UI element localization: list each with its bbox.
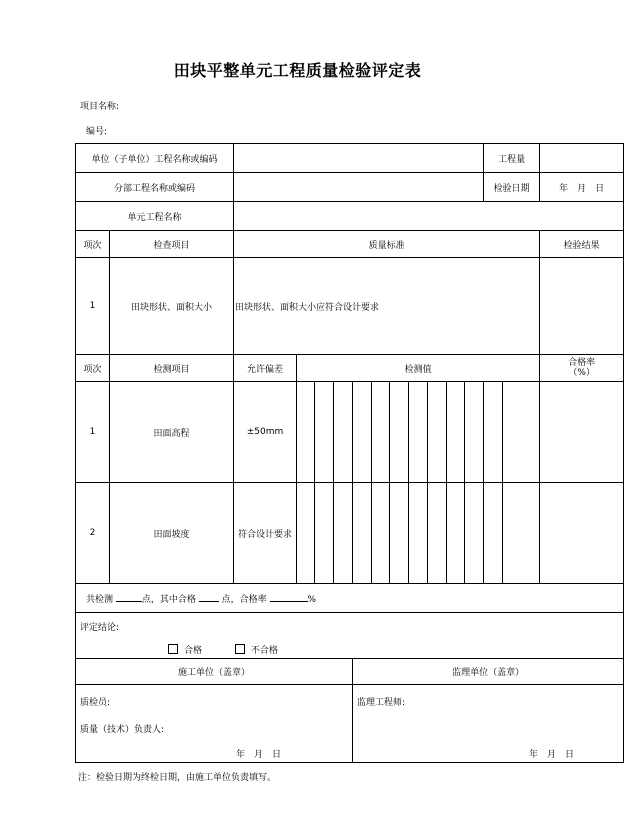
measure-value-cell[interactable] — [409, 483, 428, 584]
inspector-label: 质检员: — [80, 698, 111, 708]
unit-project-label: 单元工程名称 — [76, 202, 234, 231]
unit-name-label: 单位（子单位）工程名称或编码 — [76, 144, 234, 173]
check-row-result[interactable] — [540, 258, 624, 355]
measure-value-cell[interactable] — [353, 382, 372, 483]
check-header-result: 检验结果 — [540, 231, 624, 258]
construction-unit-label: 施工单位（盖章） — [76, 659, 353, 685]
unit-project-value[interactable] — [234, 202, 624, 231]
fail-checkbox[interactable] — [235, 644, 245, 654]
check-row — [76, 258, 624, 355]
summary-text-4: % — [307, 594, 317, 605]
measure-value-cell[interactable] — [372, 483, 390, 584]
summary-text-2: 点，其中合格 — [141, 594, 196, 605]
measure-value-cell[interactable] — [334, 483, 353, 584]
project-name-label: 项目名称: — [80, 102, 120, 112]
measure-value-cell[interactable] — [315, 483, 334, 584]
measure-row-item: 田面高程 — [110, 382, 234, 483]
measure-value-cell[interactable] — [503, 483, 540, 584]
check-row-index: 1 — [76, 258, 110, 355]
measure-row-index: 1 — [76, 382, 110, 483]
inspection-date-value[interactable]: 年 月 日 — [540, 173, 624, 202]
measure-value-cell[interactable] — [390, 483, 409, 584]
measure-value-cell[interactable] — [484, 483, 503, 584]
measure-header-index: 项次 — [76, 355, 110, 382]
pass-option-label: 合格 — [184, 646, 203, 656]
supervision-sign-date: 年 月 日 — [529, 750, 575, 760]
inspection-form-table — [75, 143, 624, 763]
check-row-item: 田块形状、面积大小 — [110, 258, 234, 355]
measure-value-cell[interactable] — [484, 382, 503, 483]
page-title: 田块平整单元工程质量检验评定表 — [173, 61, 422, 80]
supervision-sign-cell — [353, 685, 624, 763]
subunit-name-value[interactable] — [234, 173, 484, 202]
quality-lead-label: 质量（技术）负责人: — [80, 725, 165, 735]
measure-header-item: 检测项目 — [110, 355, 234, 382]
quantity-label: 工程量 — [484, 144, 540, 173]
quantity-value[interactable] — [540, 144, 624, 173]
measure-row — [76, 382, 624, 483]
measure-value-cell[interactable] — [428, 382, 447, 483]
measure-value-cell[interactable] — [297, 483, 315, 584]
construction-sign-date: 年 月 日 — [236, 750, 282, 760]
measure-row-item: 田面坡度 — [110, 483, 234, 584]
total-points-blank[interactable] — [116, 592, 142, 602]
measure-value-cell[interactable] — [297, 382, 315, 483]
measure-row — [76, 483, 624, 584]
measure-row-index: 2 — [76, 483, 110, 584]
measure-header-values: 检测值 — [297, 355, 540, 382]
conclusion-label: 评定结论: — [80, 623, 120, 633]
measure-header-tolerance: 允许偏差 — [234, 355, 297, 382]
pass-rate-blank[interactable] — [270, 592, 308, 602]
measure-value-cell[interactable] — [503, 382, 540, 483]
conclusion-cell — [76, 613, 624, 659]
supervision-unit-label: 监理单位（盖章） — [353, 659, 624, 685]
check-header-index: 项次 — [76, 231, 110, 258]
summary-row — [76, 584, 624, 613]
pass-rate-unit: （%） — [568, 368, 595, 378]
measure-value-cell[interactable] — [465, 382, 484, 483]
check-header-item: 检查项目 — [110, 231, 234, 258]
summary-text-1: 共检测 — [86, 594, 114, 605]
supervisor-label: 监理工程师: — [357, 698, 406, 708]
measure-value-cell[interactable] — [334, 382, 353, 483]
subunit-name-label: 分部工程名称或编码 — [76, 173, 234, 202]
measure-row-tolerance: 符合设计要求 — [234, 483, 297, 584]
measure-value-cell[interactable] — [447, 382, 465, 483]
check-row-standard: 田块形状、面积大小应符合设计要求 — [234, 258, 540, 355]
fail-option-label: 不合格 — [250, 646, 278, 656]
footnote: 注：检验日期为终检日期，由施工单位负责填写。 — [78, 773, 277, 783]
measure-value-cell[interactable] — [447, 483, 465, 584]
passed-points-blank[interactable] — [199, 592, 219, 602]
measure-value-cell[interactable] — [372, 382, 390, 483]
measure-pass-rate[interactable] — [540, 483, 624, 584]
measure-value-cell[interactable] — [353, 483, 372, 584]
unit-name-value[interactable] — [234, 144, 484, 173]
pass-checkbox[interactable] — [168, 644, 178, 654]
check-header-standard: 质量标准 — [234, 231, 540, 258]
measure-header-pass-rate — [540, 355, 624, 382]
measure-value-cell[interactable] — [428, 483, 447, 584]
measure-value-cell[interactable] — [409, 382, 428, 483]
measure-pass-rate[interactable] — [540, 382, 624, 483]
pass-rate-label: 合格率 — [568, 358, 596, 368]
inspection-date-label: 检验日期 — [484, 173, 540, 202]
measure-row-tolerance: ±50mm — [234, 382, 297, 483]
measure-value-cell[interactable] — [315, 382, 334, 483]
measure-value-cell[interactable] — [465, 483, 484, 584]
number-label: 编号: — [86, 127, 108, 137]
construction-sign-cell — [76, 685, 353, 763]
measure-value-cell[interactable] — [390, 382, 409, 483]
summary-text-3: 点，合格率 — [221, 594, 267, 605]
